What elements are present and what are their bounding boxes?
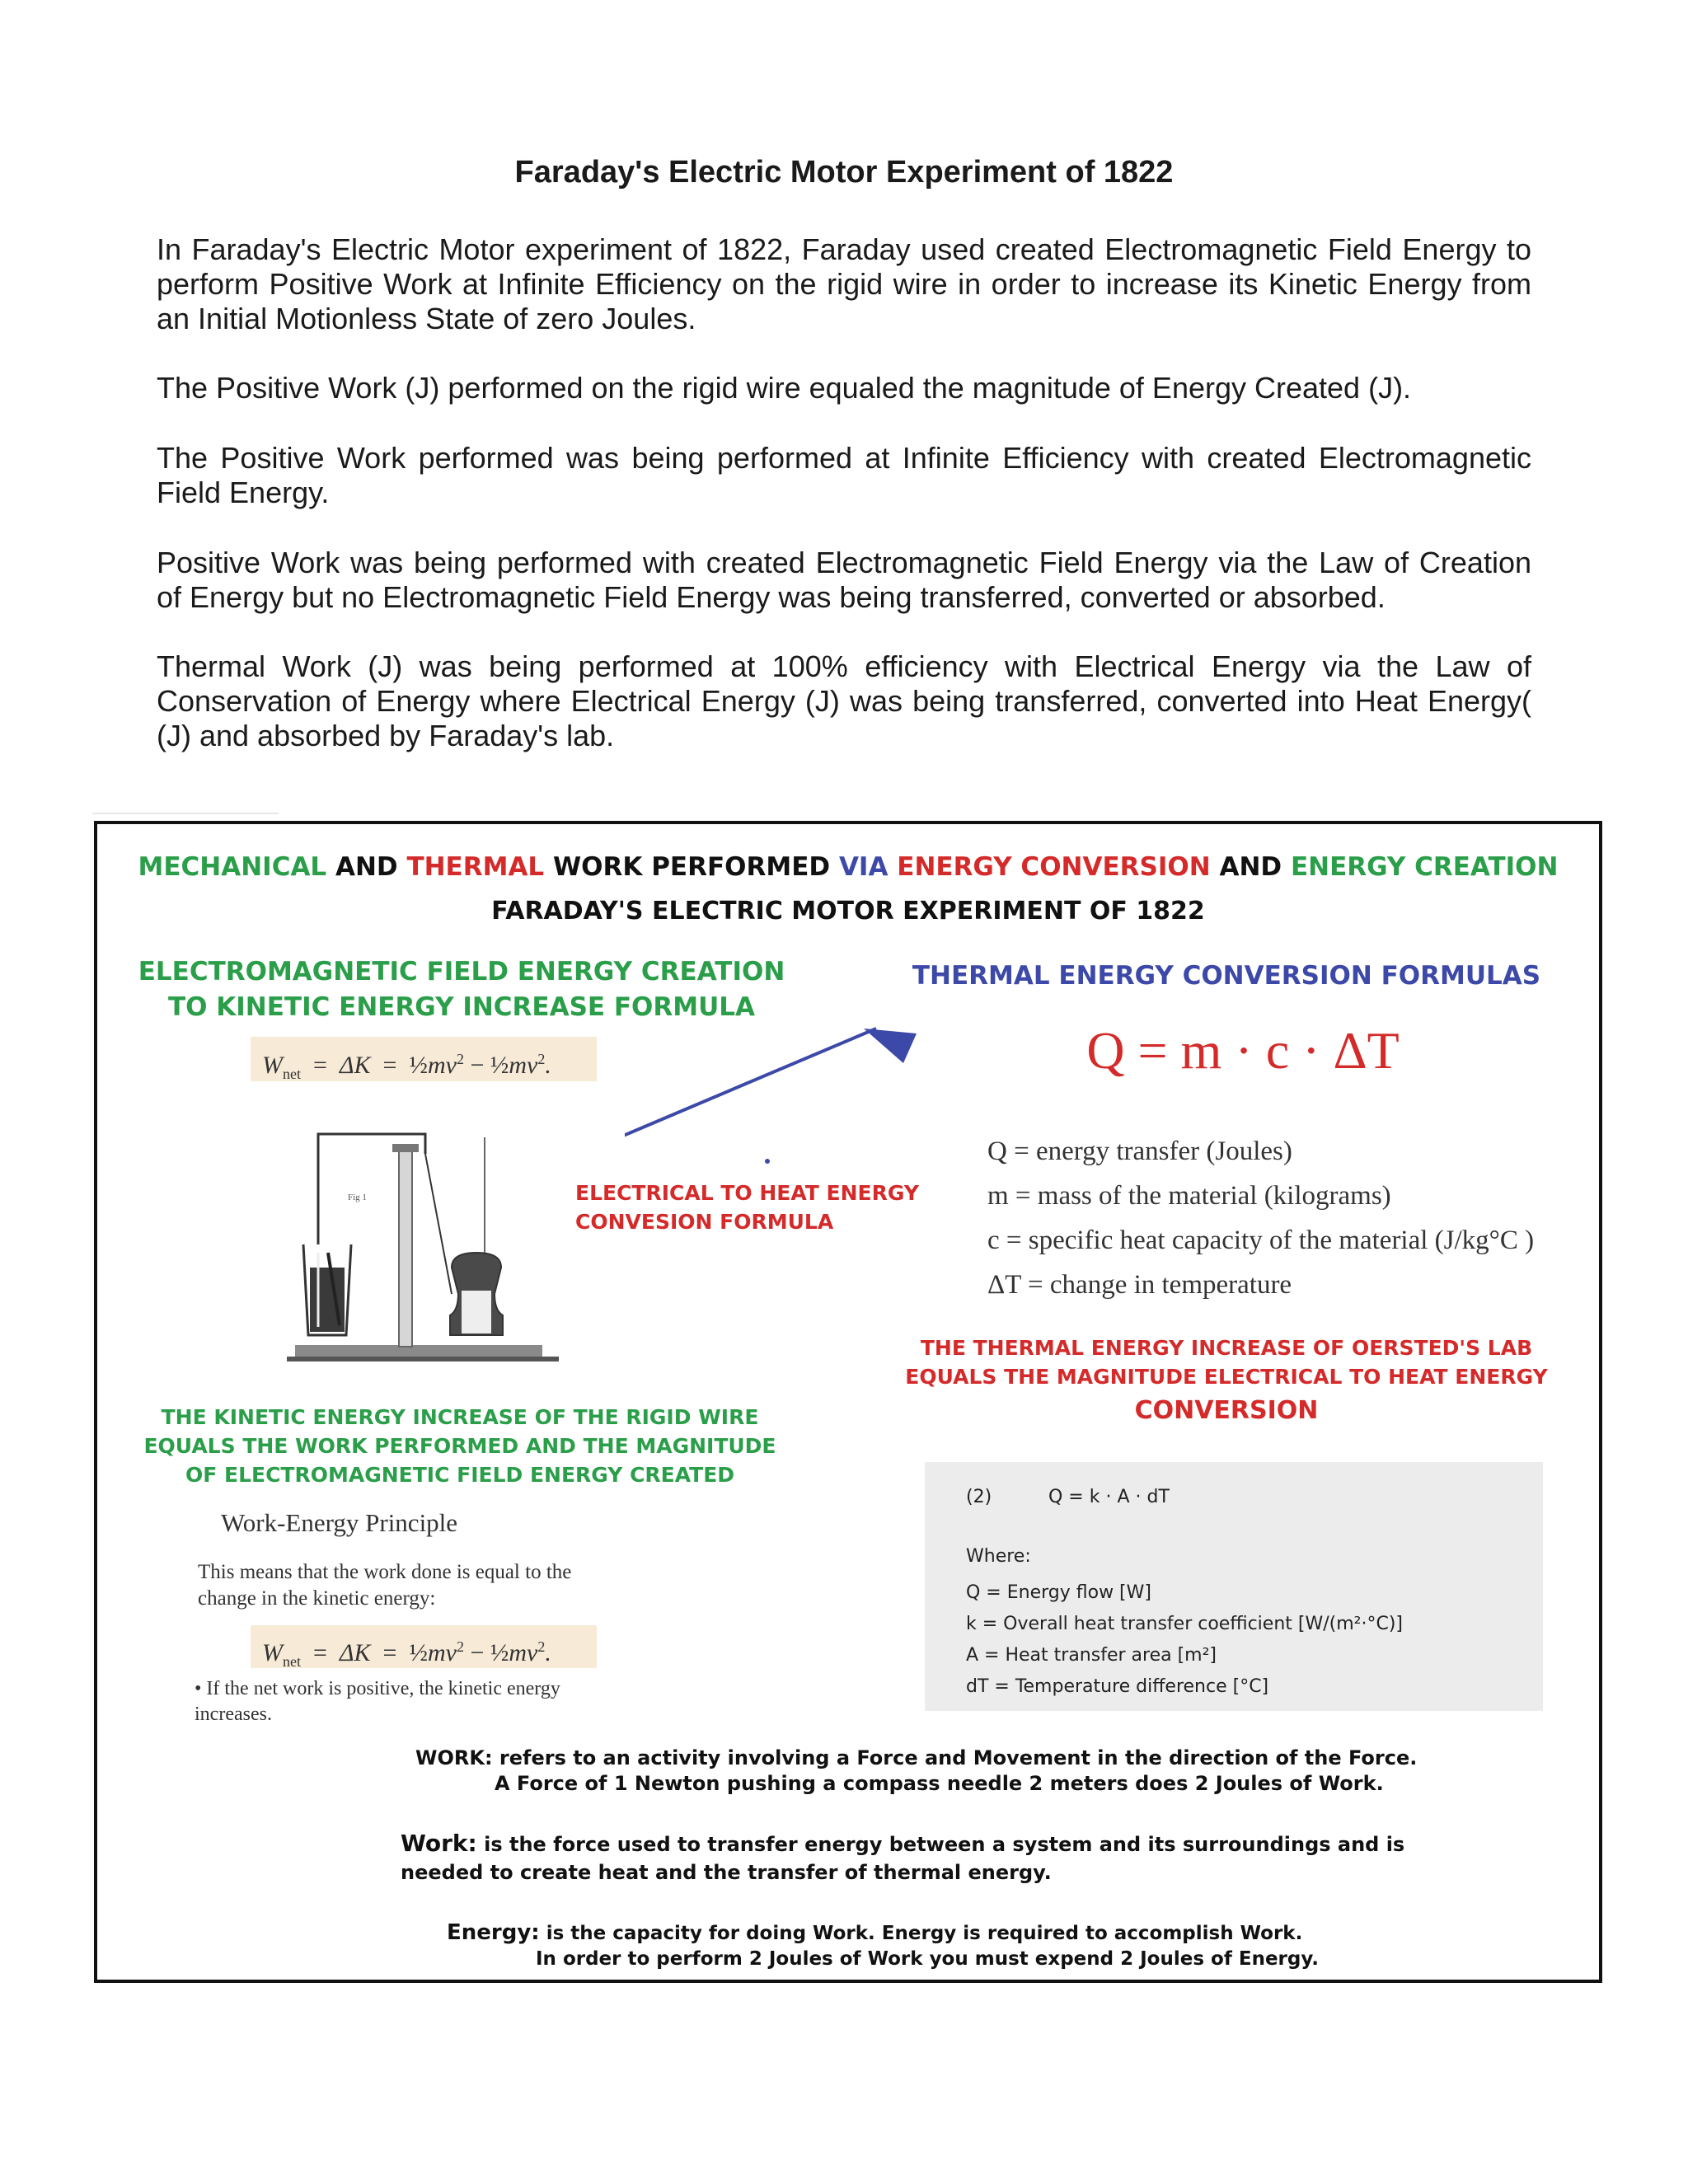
work-energy-title: Work-Energy Principle [221, 1508, 458, 1537]
panel-line-dt: dT = Temperature difference [°C] [966, 1676, 1269, 1697]
formula-delta-k: ΔK [339, 1052, 371, 1079]
header-energy-conversion: ENERGY CONVERSION [897, 852, 1211, 882]
header-and-2: AND [1219, 852, 1282, 882]
left-heading-line2: TO KINETIC ENERGY INCREASE FORMULA [167, 992, 756, 1022]
note-energy-label: Energy: [447, 1920, 540, 1945]
note-energy-text: is the capacity for doing Work. Energy is required to accomplish Work. [546, 1923, 1303, 1944]
formula-term2-sup: 2 [537, 1051, 546, 1067]
figure-subheader: FARADAY'S ELECTRIC MOTOR EXPERIMENT OF 1822 [491, 897, 1205, 926]
formula-eq2: = [382, 1052, 397, 1079]
note-work-1 [415, 1746, 1487, 1797]
thermal-increase-line1: THE THERMAL ENERGY INCREASE OF OERSTED'S LAB [920, 1336, 1533, 1360]
note-work-1-line2: A Force of 1 Newton pushing a compass needle 2 meters does 2 Joules of Work. [495, 1772, 1384, 1795]
kinetic-line2: EQUALS THE WORK PERFORMED AND THE MAGNITUDE [143, 1434, 776, 1458]
kinetic-line1: THE KINETIC ENERGY INCREASE OF THE RIGID WIRE [161, 1405, 759, 1429]
formula-eq1: = [313, 1052, 327, 1079]
kinetic-energy-label [130, 1403, 790, 1489]
electrical-to-heat-line1: ELECTRICAL TO HEAT ENERGY [575, 1181, 919, 1205]
formula-w-sub: net [283, 1066, 301, 1082]
formula2-delta-k: ΔK [339, 1639, 371, 1666]
header-mechanical: MECHANICAL [138, 852, 327, 882]
figure-box [94, 821, 1602, 1983]
panel-eq-number: (2) [966, 1487, 992, 1507]
note-work-2-text: is the force used to transfer energy between a system and its surroundings and is [484, 1833, 1405, 1856]
formula2-term1-sup: 2 [456, 1638, 464, 1655]
thermal-increase-line2: EQUALS THE MAGNITUDE ELECTRICAL TO HEAT ENERGY [905, 1365, 1548, 1389]
work-energy-text-line2: change in the kinetic energy: [198, 1587, 436, 1610]
faint-divider [92, 813, 279, 814]
work-energy-text-line1: This means that the work done is equal to the [198, 1561, 572, 1583]
electrical-to-heat-line2: CONVESION FORMULA [575, 1210, 834, 1234]
heat-transfer-panel [925, 1462, 1543, 1711]
formula2-eq2: = [382, 1639, 397, 1666]
formula2-half2: ½ [490, 1639, 509, 1666]
note-work-2 [401, 1830, 1505, 1886]
note-work-2-label: Work: [401, 1830, 477, 1857]
heat-formula: Q = m · c · ΔT [1086, 1021, 1400, 1080]
panel-line-a: A = Heat transfer area [m²] [966, 1645, 1217, 1666]
panel-line-k: k = Overall heat transfer coefficient [W/(m²·°C)] [966, 1614, 1403, 1634]
formula2-eq1: = [313, 1639, 327, 1666]
work-energy-bullet-line1: • If the net work is positive, the kinetic energy [195, 1678, 560, 1699]
paragraph-5: Thermal Work (J) was being performed at 100% efficiency with Electrical Energy via the Law of Conservation of Energy where Electrical Energy (J) was being transferred, converted into Heat Energy( (J) and absorbed by Faraday's lab. [157, 649, 1531, 752]
formula2-minus: − [470, 1639, 485, 1666]
formula2-half1: ½ [409, 1639, 428, 1666]
formula2-dot: . [545, 1639, 551, 1666]
faraday-apparatus-image [279, 1129, 625, 1385]
formula2-w: W [262, 1639, 283, 1666]
formula2-w-sub: net [283, 1653, 301, 1670]
formula-half2: ½ [490, 1052, 509, 1079]
definition-q: Q = energy transfer (Joules) [987, 1137, 1292, 1166]
panel-equation: Q = k · A · dT [1048, 1487, 1170, 1507]
header-via: VIA [838, 852, 889, 882]
header-thermal: THERMAL [406, 852, 545, 882]
formula-dot: . [545, 1052, 551, 1079]
formula-term1: mv [427, 1052, 457, 1079]
paragraph-3: The Positive Work performed was being performed at Infinite Efficiency with created Electromagnetic Field Energy. [157, 441, 1531, 509]
formula2-term2: mv [509, 1639, 538, 1666]
apparatus-label: Fig 1 [348, 1193, 367, 1202]
formula2-term2-sup: 2 [537, 1638, 546, 1655]
formula-w: W [262, 1052, 283, 1079]
note-work-2-line2: needed to create heat and the transfer of thermal energy. [401, 1861, 1052, 1884]
right-heading: THERMAL ENERGY CONVERSION FORMULAS [912, 961, 1541, 991]
note-energy [447, 1920, 1518, 1972]
definition-m: m = mass of the material (kilograms) [987, 1181, 1391, 1211]
thermal-increase-label [897, 1333, 1556, 1431]
work-energy-bullet-line2: increases. [195, 1704, 272, 1725]
formula-half1: ½ [409, 1052, 428, 1079]
note-energy-line2: In order to perform 2 Joules of Work you must expend 2 Joules of Energy. [536, 1948, 1319, 1970]
work-formula-bottom [251, 1625, 597, 1668]
panel-where: Where: [966, 1546, 1031, 1567]
left-heading-line1: ELECTROMAGNETIC FIELD ENERGY CREATION [138, 957, 785, 987]
paragraph-2: The Positive Work (J) performed on the rigid wire equaled the magnitude of Energy Created (J). [157, 371, 1412, 405]
note-work-1-label: WORK: [415, 1746, 493, 1769]
panel-lines [966, 1577, 1535, 1703]
panel-line-q: Q = Energy flow [W] [966, 1582, 1151, 1603]
formula-term2: mv [509, 1052, 538, 1079]
header-energy-creation: ENERGY CREATION [1290, 852, 1559, 882]
kinetic-line3: OF ELECTROMAGNETIC FIELD ENERGY CREATED [185, 1463, 735, 1487]
thermal-increase-line3: CONVERSION [1134, 1396, 1319, 1425]
definition-dt: ΔT = change in temperature [987, 1270, 1292, 1300]
note-work-1-text: refers to an activity involving a Force and Movement in the direction of the Force. [499, 1746, 1418, 1769]
definition-c: c = specific heat capacity of the material (J/kg°C ) [987, 1226, 1535, 1255]
formula2-term1: mv [427, 1639, 457, 1666]
work-energy-text [198, 1559, 692, 1612]
paragraph-4: Positive Work was being performed with created Electromagnetic Field Energy via the Law of Creation of Energy but no Electromagnetic Field Energy was being transferred, converted or absorbed. [157, 546, 1531, 614]
work-energy-bullet [195, 1676, 722, 1727]
header-and-1: AND [335, 852, 398, 882]
header-work-performed: WORK PERFORMED [552, 852, 831, 882]
page-title: Faraday's Electric Motor Experiment of 1822 [514, 155, 1174, 190]
electrical-to-heat-label [575, 1179, 1004, 1236]
paragraph-1: In Faraday's Electric Motor experiment of 1822, Faraday used created Electromagnetic Field Energy to perform Positive Work at Infinite Efficiency on the rigid wire in order to increase its Kinetic Energy from an Initial Motionless State of zero Joules. [157, 232, 1531, 335]
formula-term1-sup: 2 [456, 1051, 464, 1067]
formula-minus: − [470, 1052, 485, 1079]
border-gap [1593, 1780, 1596, 1800]
